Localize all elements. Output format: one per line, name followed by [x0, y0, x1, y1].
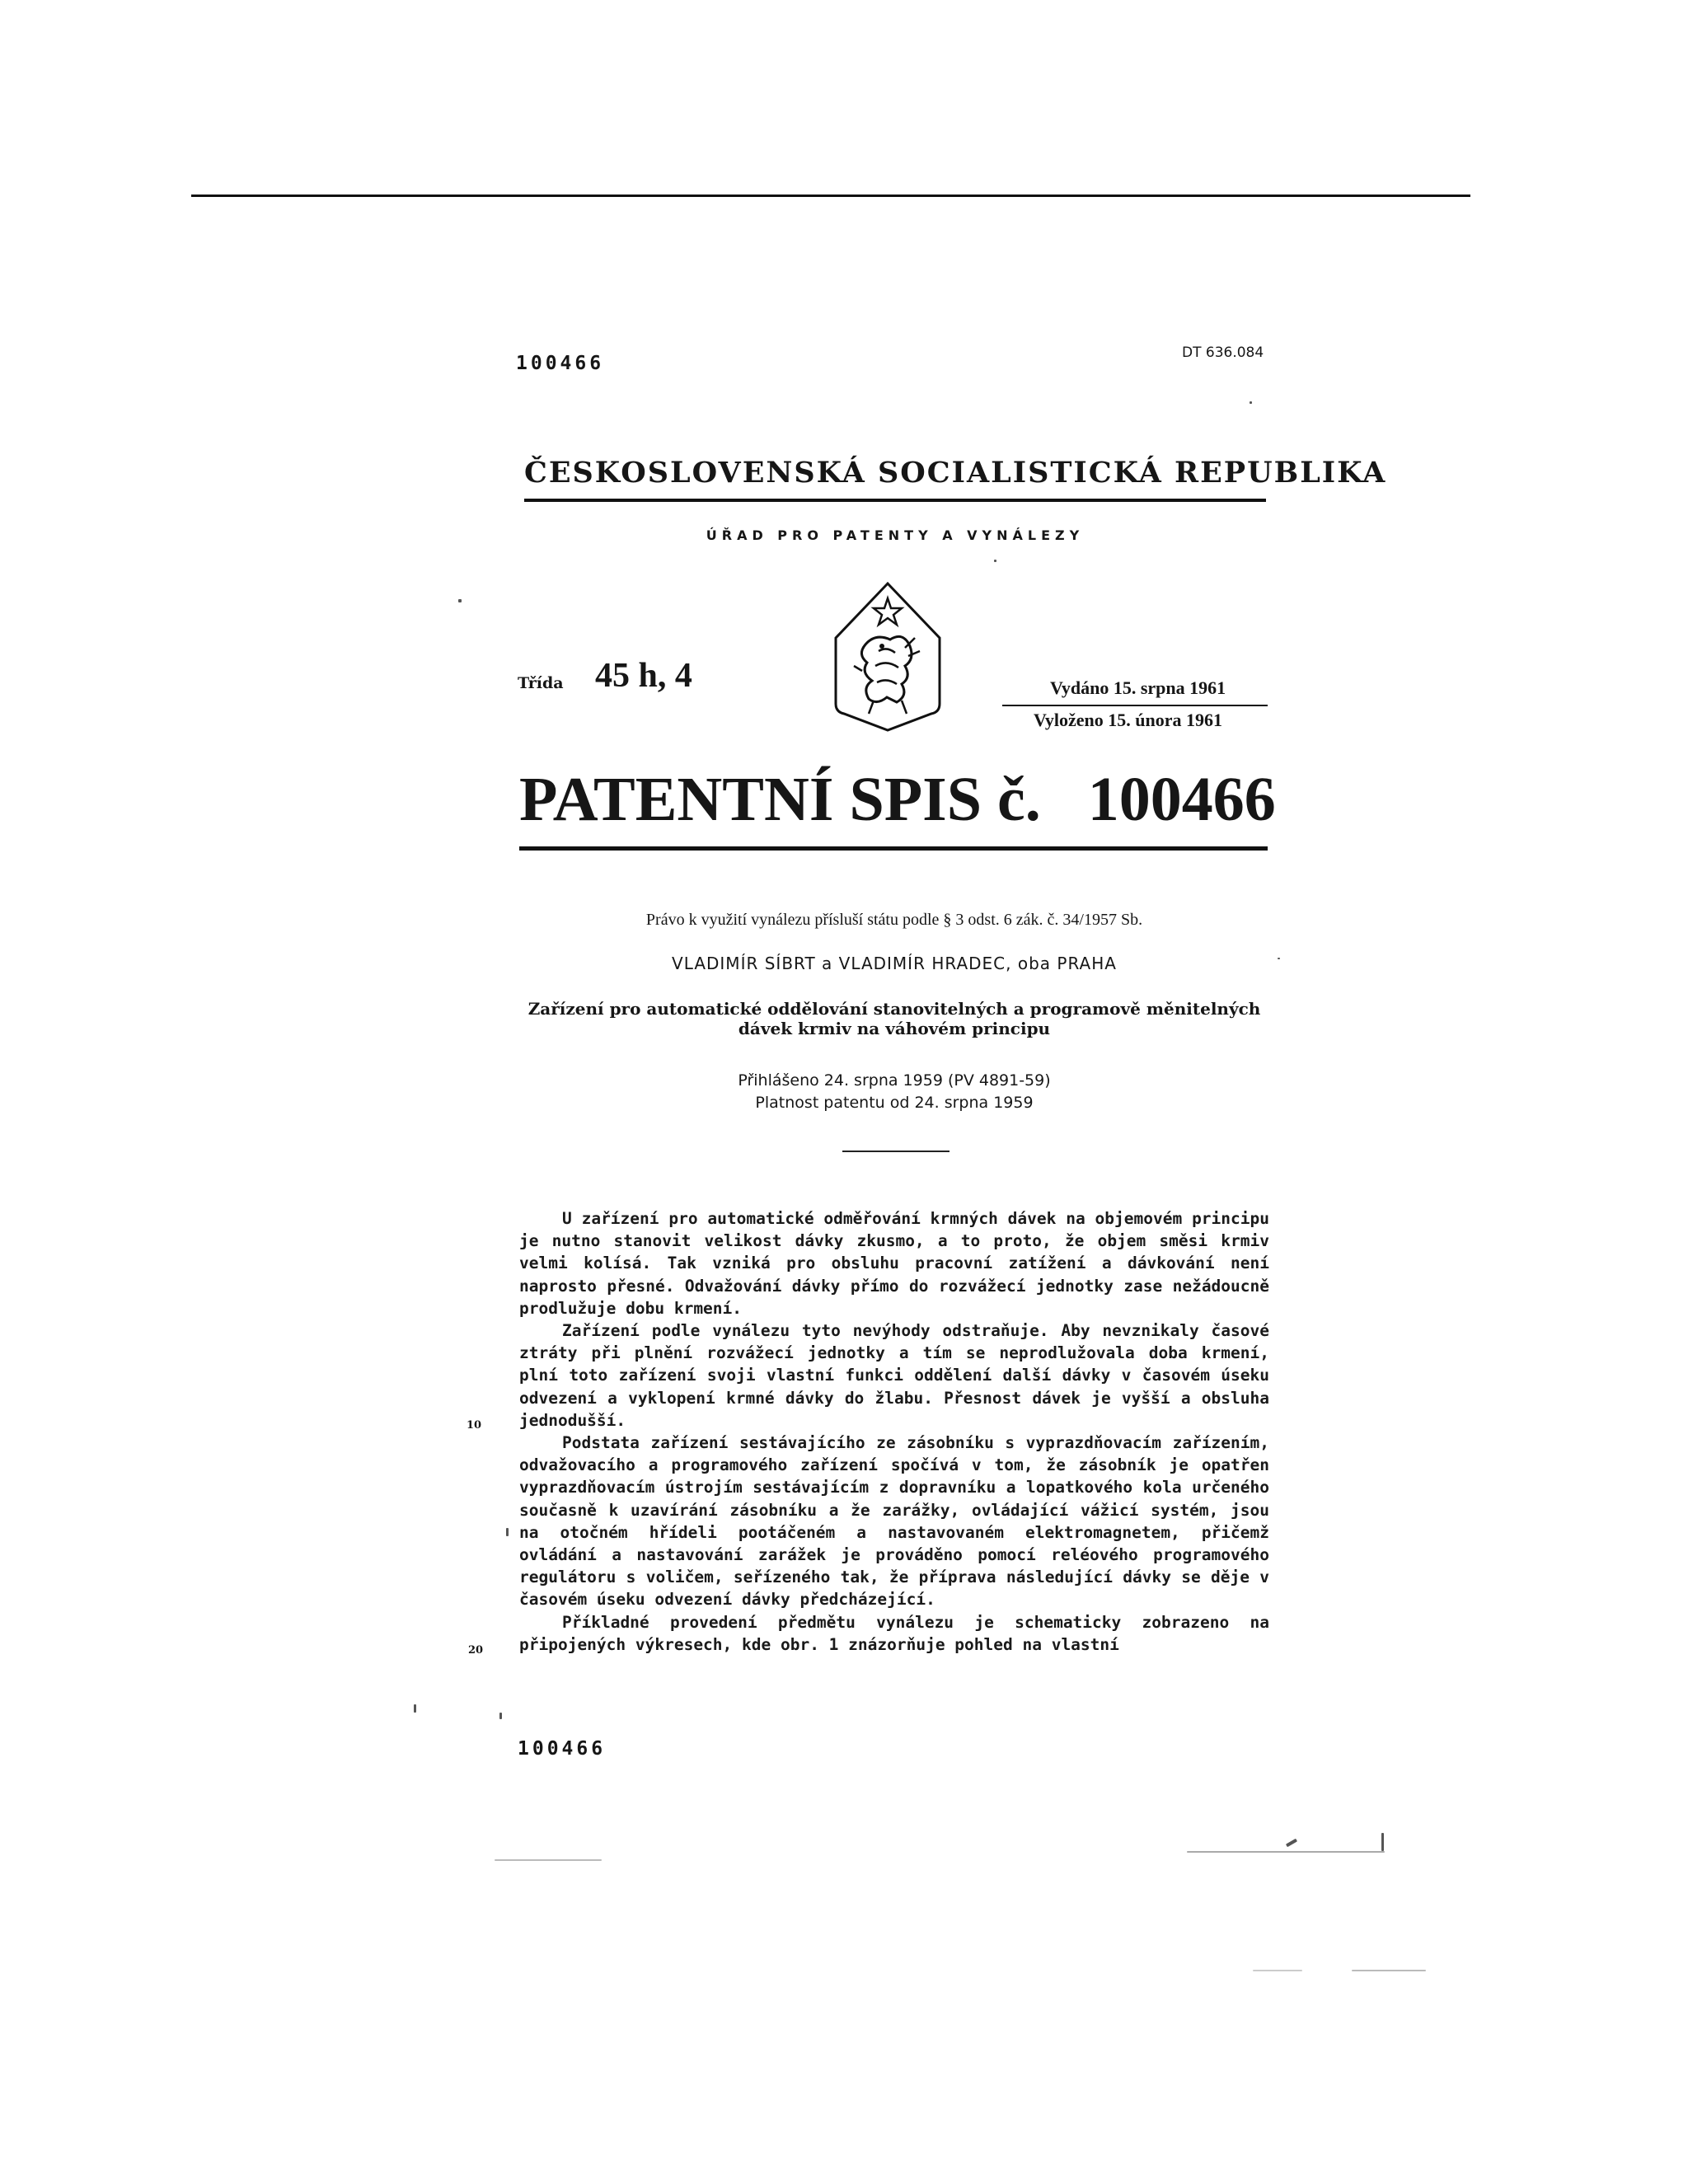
scan-speck — [506, 1528, 509, 1536]
paragraph: Příkladné provedení předmětu vynálezu je schematicky zobrazeno na připojených výkresech, kde obr. 1 znázorňuje pohled na vlastní — [519, 1612, 1269, 1654]
scan-speck — [1253, 1970, 1302, 1971]
line-number-20: 20 — [468, 1644, 484, 1657]
date-divider — [1002, 705, 1268, 706]
rights-note: Právo k využití vynálezu přísluší státu podle § 3 odst. 6 zák. č. 34/1957 Sb. — [645, 911, 1143, 929]
scan-speck — [458, 599, 462, 602]
scan-speck — [414, 1704, 416, 1713]
patent-number-bottom: 100466 — [518, 1738, 607, 1760]
classification-value: 45 h, 4 — [595, 657, 692, 695]
scan-speck — [1250, 401, 1252, 404]
scan-speck — [1286, 1839, 1297, 1847]
paragraph: Zařízení podle vynálezu tyto nevýhody odstraňuje. Aby nevznikaly časové ztráty při plnění rozvážecí jednotky a tím se neprodlužovala doba krmení, plní toto zařízení svoji vlastní funkci oddělení další dávky v časovém úseku odvezení a vyklopení krmné dávky do žlabu. Přesnost dávek je vyšší a obsluha jednodušší. — [519, 1321, 1269, 1430]
scan-speck — [1352, 1970, 1426, 1971]
patent-office-name: ÚŘAD PRO PATENTY A VYNÁLEZY — [706, 527, 1085, 543]
document-reference: DT 636.084 — [1182, 344, 1264, 361]
scan-speck — [499, 1713, 502, 1719]
validity-date: Platnost patentu od 24. srpna 1959 — [755, 1094, 1034, 1112]
title-underline — [519, 846, 1268, 851]
top-page-rule — [191, 194, 1470, 197]
filed-date: Přihlášeno 24. srpna 1959 (PV 4891-59) — [738, 1071, 1051, 1090]
filing-info — [519, 1070, 1269, 1114]
patent-title: PATENTNÍ SPIS č. 100466 — [519, 765, 1276, 834]
republic-underline — [524, 499, 1266, 502]
invention-title-text: Zařízení pro automatické oddělování stanovitelných a programově měnitelných dávek krmiv na váhovém principu — [528, 999, 1261, 1038]
issued-date: Vydáno 15. srpna 1961 — [1050, 677, 1226, 698]
scan-speck — [1381, 1833, 1384, 1851]
inventors: VLADIMÍR SÍBRT a VLADIMÍR HRADEC, oba PRAHA — [672, 954, 1117, 973]
patent-number-top: 100466 — [516, 353, 605, 374]
invention-title — [519, 999, 1269, 1038]
scan-speck — [495, 1859, 602, 1861]
scan-speck — [1278, 958, 1280, 959]
paragraph: Podstata zařízení sestávajícího ze zásobníku s vyprazdňovacím zařízením, odvažovacího a programového zařízení spočívá v tom, že zásobník je opatřen vyprazdňovacím ústrojím sestávajícím z dopravníku a lopatkového kola určeného současně k uzavírání zásobníku a že zarážky, ovládající vážicí systém, jsou na otočném hřídeli pootáčeném a nastavovaném elektromagnetem, přičemž ovládání a nastavování zarážek je prováděno pomocí reléového programového regulátoru s voličem, seřízeného tak, že příprava následující dávky se děje v časovém úseku odvezení dávky předcházející. — [519, 1433, 1269, 1610]
paragraph: U zařízení pro automatické odměřování krmných dávek na objemovém principu je nutno stanovit velikost dávky zkusmo, a to proto, že objem směsi krmiv velmi kolísá. Tak vzniká pro obsluhu pracovní zatížení a dávkování není naprosto přesné. Odvažování dávky přímo do rozvážecí jednotky zase nežádoucně prodlužuje dobu krmení. — [519, 1209, 1269, 1318]
section-divider — [842, 1151, 950, 1152]
scan-speck — [994, 560, 996, 562]
published-date: Vyloženo 15. února 1961 — [1034, 710, 1222, 730]
line-number-10: 10 — [467, 1419, 482, 1432]
classification-label: Třída — [518, 674, 564, 692]
scan-speck — [1187, 1851, 1385, 1853]
republic-heading: ČESKOSLOVENSKÁ SOCIALISTICKÁ REPUBLIKA — [524, 456, 1387, 490]
state-emblem-icon — [829, 580, 946, 733]
description-body — [519, 1207, 1269, 1656]
